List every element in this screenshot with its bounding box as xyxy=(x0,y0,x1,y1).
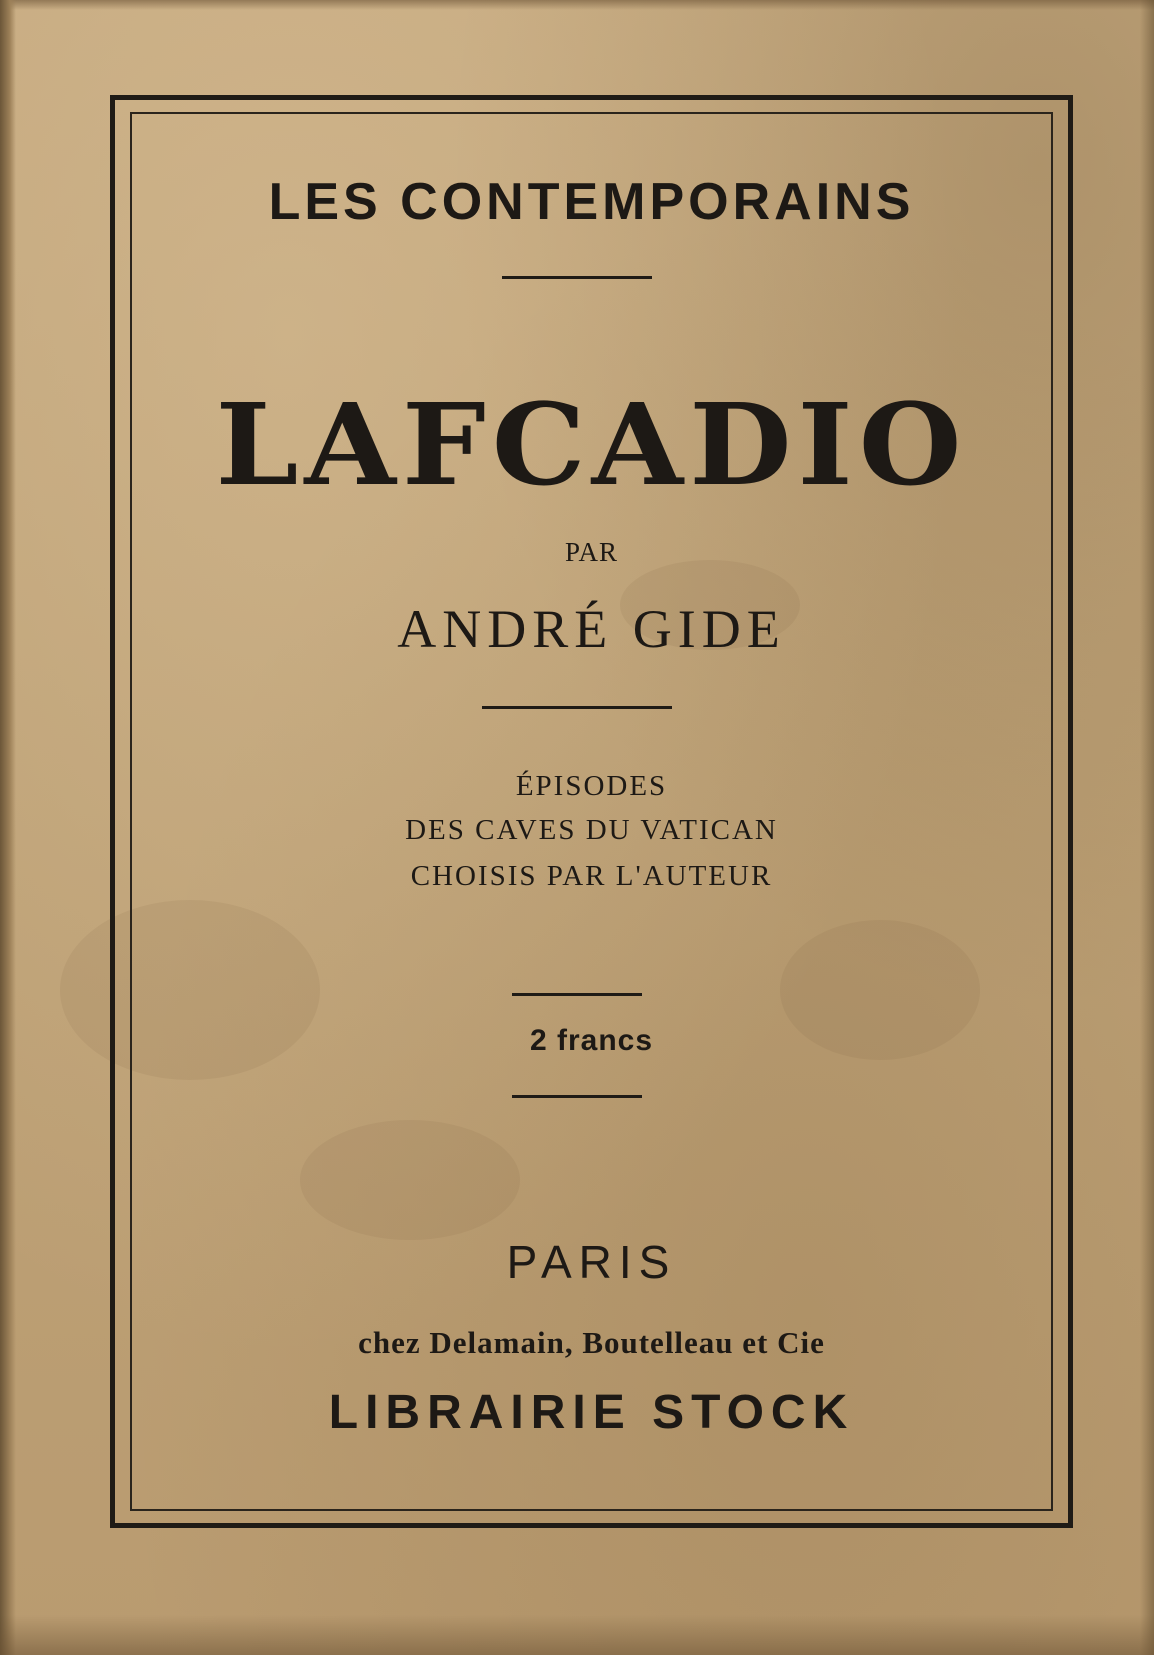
worn-right-edge xyxy=(1140,0,1154,1655)
by-label: PAR xyxy=(564,537,619,567)
publisher-imprint: LIBRAIRIE STOCK xyxy=(328,1386,855,1439)
author-name: ANDRÉ GIDE xyxy=(397,599,786,659)
divider-rule xyxy=(512,1095,642,1098)
subtitle-line: CHOISIS PAR L'AUTEUR xyxy=(410,860,773,892)
worn-bottom-edge xyxy=(0,1615,1154,1655)
divider-rule xyxy=(512,993,642,996)
worn-spine-edge xyxy=(0,0,16,1655)
subtitle-line: ÉPISODES xyxy=(515,770,668,802)
book-title: LAFCADIO xyxy=(215,378,968,511)
price-label: 2 francs xyxy=(529,1024,654,1057)
subtitle-line: DES CAVES DU VATICAN xyxy=(405,814,778,846)
publisher-line: chez Delamain, Boutelleau et Cie xyxy=(358,1325,825,1360)
series-title: LES CONTEMPORAINS xyxy=(268,173,915,231)
inner-border-frame xyxy=(130,112,1053,1511)
worn-top-edge xyxy=(0,0,1154,10)
divider-rule xyxy=(482,706,672,709)
publication-city: PARIS xyxy=(506,1236,677,1288)
divider-rule xyxy=(502,276,652,279)
